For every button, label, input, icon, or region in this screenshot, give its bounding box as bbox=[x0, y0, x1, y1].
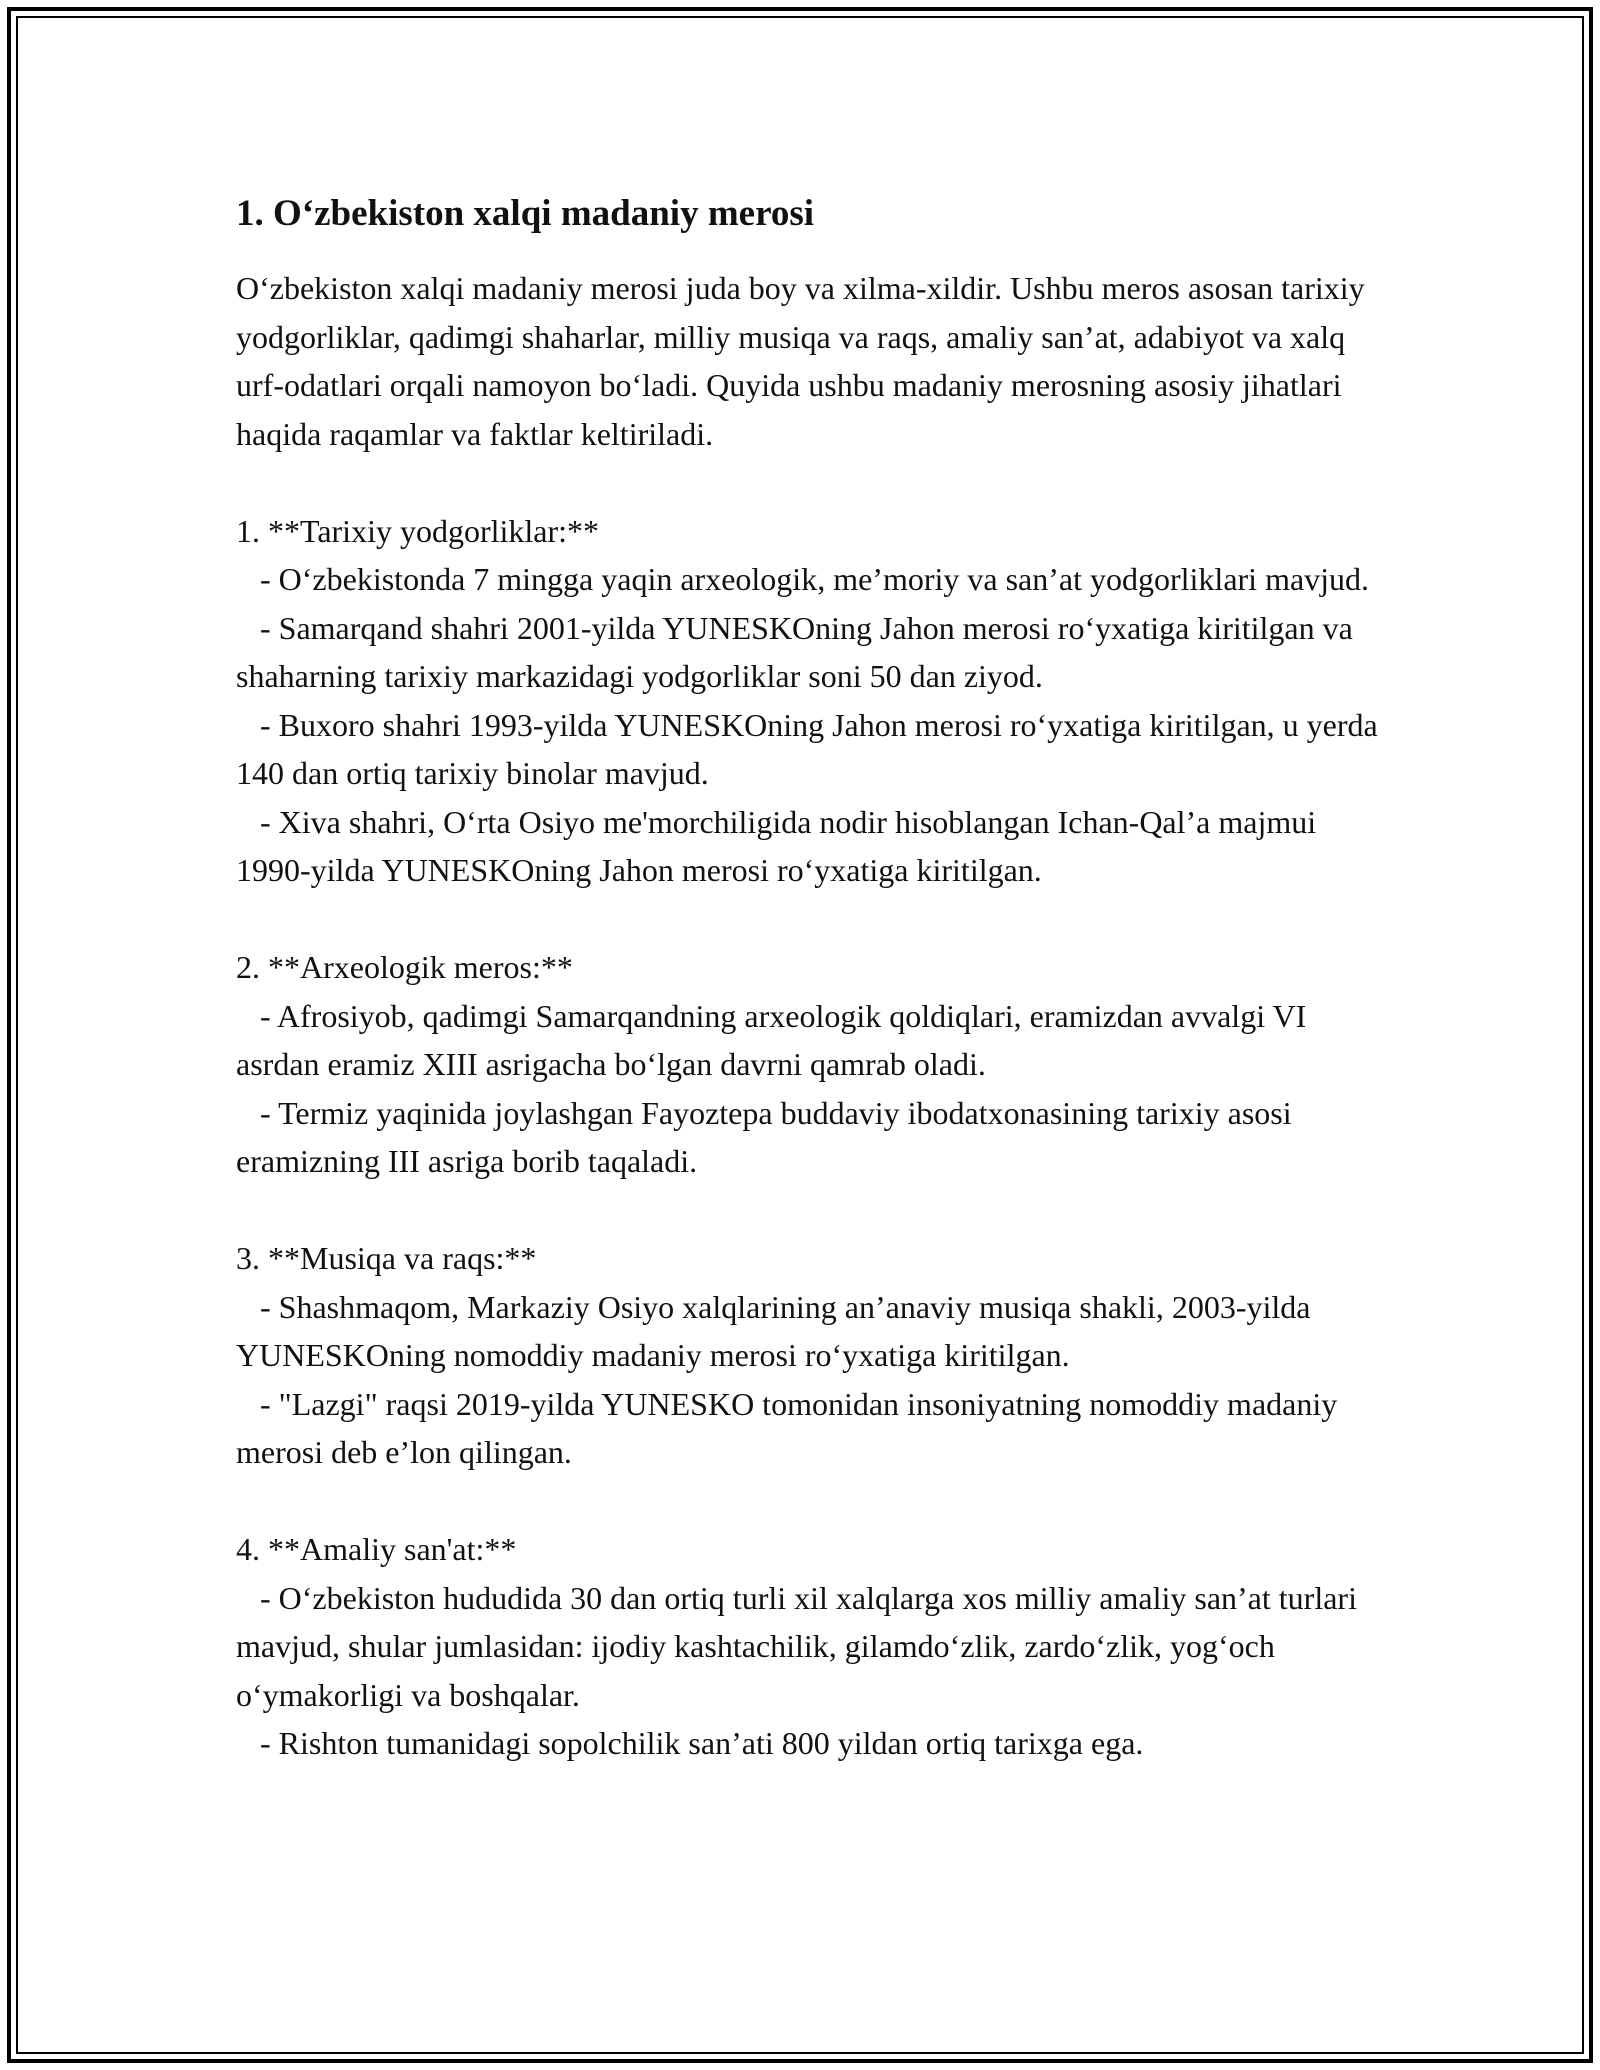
list-item-text: - O‘zbekistonda 7 mingga yaqin arxeologik, me’moriy va san’at yodgorliklari mavjud. bbox=[260, 561, 1370, 597]
list-item bbox=[236, 1089, 1386, 1186]
list-item-text: - Shashmaqom, Markaziy Osiyo xalqlarining an’anaviy musiqa shakli, 2003-yilda YUNESKOning nomoddiy madaniy merosi ro‘yxatiga kiritilgan. bbox=[236, 1288, 1311, 1373]
list-item bbox=[236, 555, 1386, 604]
intro-paragraph: O‘zbekiston xalqi madaniy merosi juda boy va xilma-xildir. Ushbu meros asosan tarixiy yodgorliklar, qadimgi shaharlar, milliy musiqa va raqs, amaliy san’at, adabiyot va xalq urf-odatlari orqali namoyon bo‘ladi. Quyida ushbu madaniy merosning asosiy jihatlari haqida raqamlar va faktlar keltiriladi. bbox=[236, 270, 1365, 452]
list-title: 1. **Tarixiy yodgorliklar:** bbox=[236, 512, 600, 549]
spacer bbox=[236, 458, 1386, 507]
list-title: 2. **Arxeologik meros:** bbox=[236, 949, 573, 985]
spacer bbox=[236, 1186, 1386, 1235]
spacer bbox=[236, 1477, 1386, 1526]
list-item-text: - O‘zbekiston hududida 30 dan ortiq turli xil xalqlarga xos milliy amaliy san’at turlari mavjud, shular jumlasidan: ijodiy kashtachilik, gilamdo‘zlik, zardo‘zlik, yog‘och o‘ymakorligi va boshqalar. bbox=[236, 1579, 1357, 1713]
list-item-text: - Afrosiyob, qadimgi Samarqandning arxeologik qoldiqlari, eramizdan avvalgi VI asrdan eramiz XIII asrigacha bo‘lgan davrni qamrab oladi. bbox=[236, 997, 1307, 1082]
list-item bbox=[236, 1574, 1386, 1720]
list-item-text: - "Lazgi" raqsi 2019-yilda YUNESKO tomonidan insoniyatning nomoddiy madaniy merosi deb e’lon qilingan. bbox=[236, 1385, 1338, 1470]
spacer bbox=[236, 895, 1386, 944]
list-item-text: - Buxoro shahri 1993-yilda YUNESKOning Jahon merosi ro‘yxatiga kiritilgan, u yerda 140 dan ortiq tarixiy binolar mavjud. bbox=[236, 706, 1378, 791]
list-item bbox=[236, 604, 1386, 701]
list-item-text: - Xiva shahri, O‘rta Osiyo me'morchiligida nodir hisoblangan Ichan-Qal’a majmui 1990-yilda YUNESKOning Jahon merosi ro‘yxatiga kiritilgan. bbox=[236, 803, 1317, 888]
list-item bbox=[236, 1719, 1386, 1768]
list-item bbox=[236, 992, 1386, 1089]
document-body bbox=[236, 186, 1386, 1768]
list-item bbox=[236, 1283, 1386, 1380]
list-item bbox=[236, 1380, 1386, 1477]
section-heading: 1. O‘zbekiston xalqi madaniy merosi bbox=[236, 193, 814, 234]
list-item bbox=[236, 798, 1386, 895]
list-item-text: - Termiz yaqinida joylashgan Fayoztepa buddaviy ibodatxonasining tarixiy asosi eramizning III asriga borib taqaladi. bbox=[236, 1094, 1292, 1179]
list-item-text: - Rishton tumanidagi sopolchilik san’ati 800 yildan ortiq tarixga ega. bbox=[260, 1725, 1144, 1761]
list-item bbox=[236, 701, 1386, 798]
list-title: 3. **Musiqa va raqs:** bbox=[236, 1240, 537, 1276]
list-title: 4. **Amaliy san'at:** bbox=[236, 1531, 517, 1567]
list-item-text: - Samarqand shahri 2001-yilda YUNESKOning Jahon merosi ro‘yxatiga kiritilgan va shaharning tarixiy markazidagi yodgorliklar soni 50 dan ziyod. bbox=[236, 609, 1353, 694]
